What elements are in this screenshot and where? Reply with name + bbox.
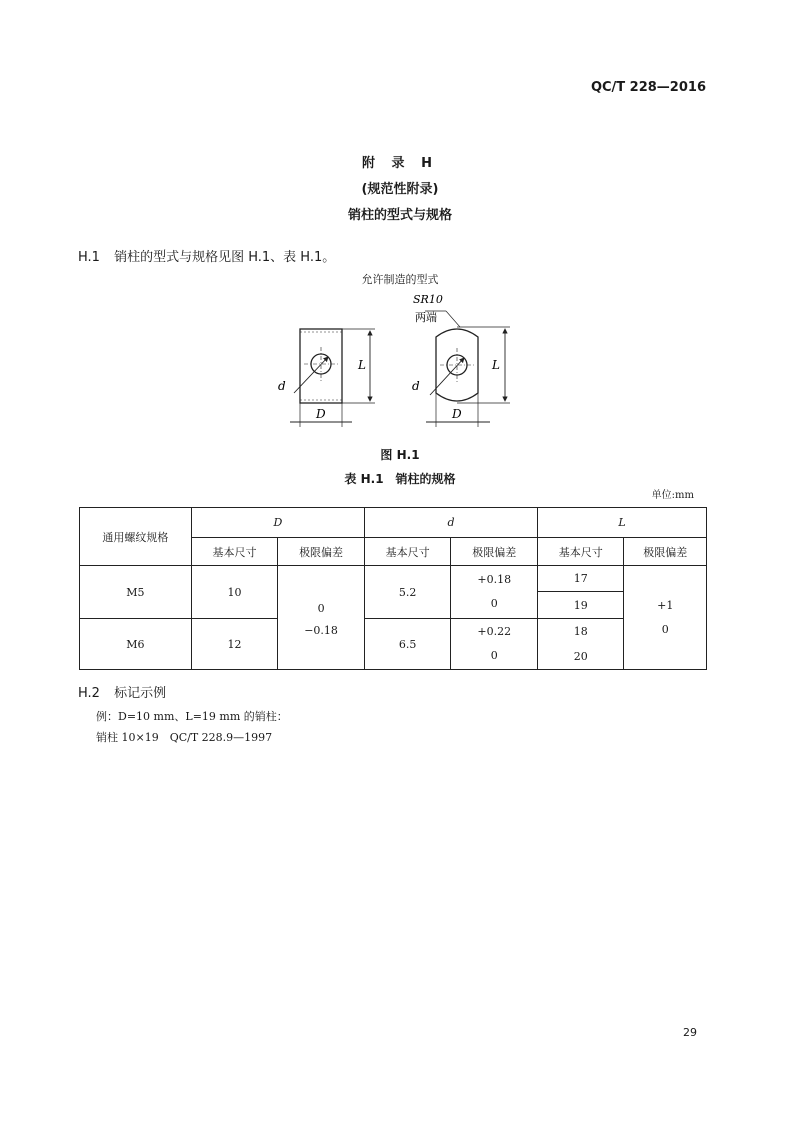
L-tol-lower: 0 (661, 622, 669, 636)
table-unit: 单位:mm (651, 490, 694, 501)
left-label-L: L (358, 358, 366, 372)
right-label-d: d (412, 379, 420, 393)
cell-d-basic: 6.5 (364, 619, 450, 670)
header-group-d: d (364, 508, 537, 538)
header-d-tol: 极限偏差 (451, 538, 538, 566)
header-L-basic: 基本尺寸 (538, 538, 624, 566)
section-h2-title: 标记示例 (114, 686, 167, 701)
D-tol-lower: −0.18 (304, 623, 338, 637)
cell-d-tol (451, 619, 538, 670)
left-pin-drawing (290, 329, 375, 427)
L-tol-upper: +1 (657, 598, 674, 612)
header-group-D: D (191, 508, 364, 538)
cell-L-basic: 18 (538, 619, 624, 644)
header-d-basic: 基本尺寸 (364, 538, 450, 566)
appendix-type: (规范性附录) (361, 182, 439, 197)
cell-L-basic: 19 (538, 592, 624, 619)
figure-heading: 允许制造的型式 (361, 273, 439, 286)
d-tol-lower: 0 (490, 649, 498, 662)
header-D-basic: 基本尺寸 (191, 538, 277, 566)
section-h1 (78, 246, 335, 265)
spec-table (79, 507, 707, 670)
D-tol-upper: 0 (317, 601, 325, 615)
appendix-subject: 销柱的型式与规格 (347, 208, 452, 223)
section-h1-number: H.1 (78, 250, 100, 265)
header-D-tol: 极限偏差 (278, 538, 365, 566)
standard-code: QC/T 228—2016 (590, 80, 706, 95)
header-group-L: L (538, 508, 707, 538)
page-number: 29 (683, 1026, 697, 1039)
cell-L-basic: 17 (538, 566, 624, 592)
cell-thread: M5 (80, 566, 192, 619)
example-label: 例：D=10 mm、L=19 mm 的销柱： (96, 710, 288, 723)
cell-L-basic: 20 (538, 644, 624, 670)
figure-caption: 图 H.1 (380, 448, 420, 462)
cell-thread: M6 (80, 619, 192, 670)
cell-L-tol (624, 566, 707, 670)
table-row (80, 566, 707, 592)
cell-d-basic: 5.2 (364, 566, 450, 619)
section-h2-number: H.2 (78, 686, 100, 701)
example-mark: 销柱 10×19 QC/T 228.9—1997 (96, 731, 273, 744)
right-label-L: L (492, 358, 500, 372)
sr-note: 两端 (415, 311, 437, 324)
header-thread: 通用螺纹规格 (80, 508, 192, 566)
pin-figure (260, 285, 540, 435)
d-tol-upper: +0.22 (477, 625, 512, 638)
sr-label: SR10 (413, 293, 443, 306)
cell-D-tol (278, 566, 365, 670)
cell-D-basic: 10 (191, 566, 277, 619)
left-label-D: D (316, 407, 326, 421)
appendix-title: 附 录 H (362, 156, 438, 171)
left-label-d: d (278, 379, 286, 393)
table-caption: 表 H.1 销柱的规格 (344, 472, 456, 486)
cell-d-tol (451, 566, 538, 619)
table-row (80, 619, 707, 644)
right-label-D: D (452, 407, 462, 421)
d-tol-upper: +0.18 (477, 573, 512, 586)
section-h2 (78, 682, 166, 701)
header-L-tol: 极限偏差 (624, 538, 707, 566)
cell-D-basic: 12 (191, 619, 277, 670)
section-h1-text: 销柱的型式与规格见图 H.1、表 H.1。 (114, 250, 336, 265)
d-tol-lower: 0 (490, 597, 498, 610)
